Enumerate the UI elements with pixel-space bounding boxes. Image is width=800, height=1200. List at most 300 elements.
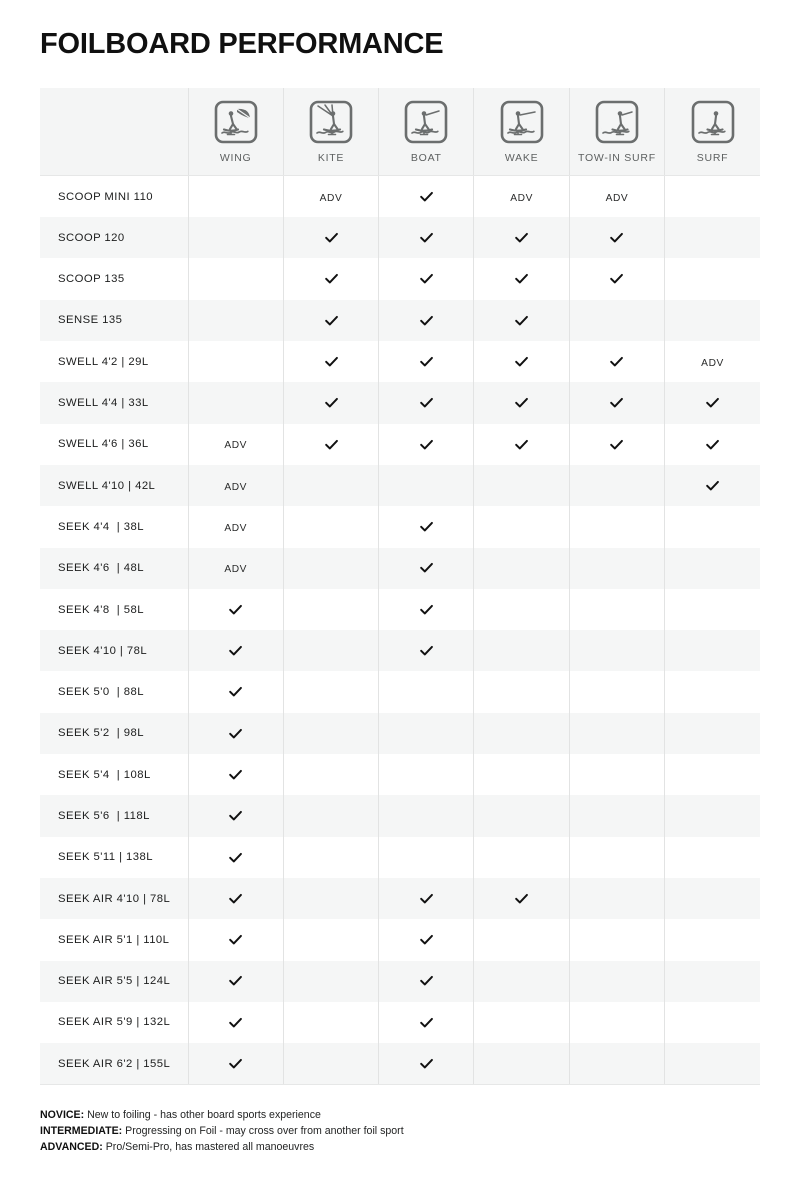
cell-boat-check [379, 548, 474, 589]
empty-cell [474, 1063, 475, 1064]
cell-wake-empty [474, 589, 569, 630]
model-name-cell: SEEK AIR 4'10 | 78L [40, 878, 188, 919]
empty-cell [284, 733, 285, 734]
cell-surf-empty [665, 1043, 760, 1084]
empty-cell [665, 526, 666, 527]
check-icon [419, 931, 434, 948]
check-icon [324, 394, 339, 411]
cell-kite-empty [283, 713, 378, 754]
cell-wing-empty [188, 382, 283, 423]
cell-kite-empty [283, 671, 378, 712]
empty-cell [189, 237, 190, 238]
empty-cell [379, 485, 380, 486]
empty-cell [284, 815, 285, 816]
table-row [40, 919, 760, 960]
check-icon [419, 890, 434, 907]
check-icon [324, 353, 339, 370]
cell-tow_in_surf-empty [569, 961, 664, 1002]
cell-tow_in_surf-empty [569, 630, 664, 671]
empty-cell [474, 692, 475, 693]
cell-wake-check [474, 382, 569, 423]
empty-cell [284, 1022, 285, 1023]
advanced-badge: ADV [224, 522, 248, 534]
cell-tow_in_surf-empty [569, 548, 664, 589]
cell-wing-empty [188, 217, 283, 258]
cell-kite-check [283, 258, 378, 299]
cell-kite-empty [283, 754, 378, 795]
cell-kite-advanced [283, 176, 378, 217]
check-icon [228, 766, 243, 783]
boat-foil-icon [403, 99, 449, 145]
cell-wing-advanced [188, 506, 283, 547]
cell-wing-check [188, 671, 283, 712]
empty-cell [284, 692, 285, 693]
cell-tow_in_surf-empty [569, 1043, 664, 1084]
empty-cell [474, 1022, 475, 1023]
cell-wake-check [474, 878, 569, 919]
cell-boat-check [379, 630, 474, 671]
table-row [40, 382, 760, 423]
cell-wake-empty [474, 630, 569, 671]
cell-kite-check [283, 382, 378, 423]
cell-surf-empty [665, 258, 760, 299]
advanced-badge: ADV [510, 192, 533, 204]
check-icon [419, 1013, 434, 1030]
cell-kite-empty [283, 465, 378, 506]
cell-wake-empty [474, 919, 569, 960]
empty-cell [570, 857, 571, 858]
check-icon [324, 311, 339, 328]
empty-cell [665, 279, 666, 280]
model-name-cell: SEEK AIR 5'5 | 124L [40, 961, 188, 1002]
cell-wing-check [188, 837, 283, 878]
advanced-badge: ADV [224, 481, 248, 493]
legend-term: ADVANCED: [40, 1141, 103, 1154]
cell-wing-check [188, 1043, 283, 1084]
cell-surf-check [665, 424, 760, 465]
model-name-cell: SEEK AIR 6'2 | 155L [40, 1043, 188, 1084]
empty-cell [665, 568, 666, 569]
cell-tow_in_surf-check [569, 258, 664, 299]
skill-level-legend [40, 1107, 760, 1156]
empty-cell [570, 320, 571, 321]
column-header-wake [474, 88, 569, 176]
cell-wake-empty [474, 837, 569, 878]
cell-boat-empty [379, 465, 474, 506]
empty-cell [665, 1022, 666, 1023]
cell-tow_in_surf-check [569, 382, 664, 423]
empty-cell [570, 692, 571, 693]
empty-cell [665, 1063, 666, 1064]
empty-cell [474, 857, 475, 858]
cell-wake-empty [474, 465, 569, 506]
empty-cell [570, 939, 571, 940]
cell-tow_in_surf-empty [569, 1002, 664, 1043]
table-row [40, 258, 760, 299]
cell-wake-empty [474, 671, 569, 712]
advanced-badge: ADV [701, 357, 724, 369]
empty-cell [379, 815, 380, 816]
empty-cell [665, 981, 666, 982]
cell-tow_in_surf-check [569, 217, 664, 258]
empty-cell [665, 774, 666, 775]
cell-wake-empty [474, 795, 569, 836]
model-name-cell: SEEK AIR 5'9 | 132L [40, 1002, 188, 1043]
table-row [40, 506, 760, 547]
check-icon [324, 229, 339, 246]
check-icon [609, 353, 624, 370]
cell-kite-empty [283, 837, 378, 878]
performance-table-wrapper [40, 88, 760, 1085]
advanced-badge: ADV [224, 440, 248, 452]
table-row [40, 341, 760, 382]
model-name-cell: SENSE 135 [40, 300, 188, 341]
empty-cell [379, 857, 380, 858]
check-icon [419, 642, 434, 659]
cell-boat-empty [379, 713, 474, 754]
column-header-tow_in_surf [569, 88, 664, 176]
check-icon [228, 642, 243, 659]
empty-cell [379, 733, 380, 734]
check-icon [419, 435, 434, 452]
check-icon [228, 848, 243, 865]
empty-cell [474, 650, 475, 651]
check-icon [514, 229, 529, 246]
cell-boat-check [379, 382, 474, 423]
check-icon [705, 435, 720, 452]
model-name-cell: SEEK 5'2 | 98L [40, 713, 188, 754]
cell-wing-check [188, 919, 283, 960]
empty-cell [284, 485, 285, 486]
cell-tow_in_surf-empty [569, 589, 664, 630]
empty-cell [570, 526, 571, 527]
cell-wing-check [188, 1002, 283, 1043]
table-body [40, 176, 760, 1085]
empty-cell [284, 526, 285, 527]
empty-cell [284, 1063, 285, 1064]
check-icon [324, 270, 339, 287]
empty-cell [665, 320, 666, 321]
column-header-wing [188, 88, 283, 176]
empty-cell [474, 939, 475, 940]
cell-boat-check [379, 506, 474, 547]
cell-wing-empty [188, 176, 283, 217]
empty-cell [665, 898, 666, 899]
check-icon [609, 229, 624, 246]
cell-surf-empty [665, 837, 760, 878]
cell-boat-empty [379, 754, 474, 795]
check-icon [419, 229, 434, 246]
cell-tow_in_surf-empty [569, 919, 664, 960]
cell-kite-empty [283, 878, 378, 919]
cell-boat-check [379, 176, 474, 217]
advanced-badge: ADV [224, 564, 248, 576]
empty-cell [570, 568, 571, 569]
cell-wake-empty [474, 548, 569, 589]
cell-surf-empty [665, 217, 760, 258]
cell-tow_in_surf-empty [569, 837, 664, 878]
column-header-surf [665, 88, 760, 176]
check-icon [228, 1055, 243, 1072]
cell-wing-check [188, 713, 283, 754]
cell-surf-empty [665, 506, 760, 547]
column-header-kite [283, 88, 378, 176]
cell-wing-check [188, 878, 283, 919]
empty-cell [665, 609, 666, 610]
check-icon [228, 972, 243, 989]
table-row [40, 465, 760, 506]
table-row [40, 1002, 760, 1043]
cell-tow_in_surf-empty [569, 754, 664, 795]
cell-wing-check [188, 961, 283, 1002]
cell-kite-empty [283, 506, 378, 547]
table-row [40, 837, 760, 878]
check-icon [514, 311, 529, 328]
header-row [40, 88, 760, 176]
cell-kite-empty [283, 961, 378, 1002]
cell-surf-advanced [665, 341, 760, 382]
legend-item [40, 1107, 760, 1123]
empty-cell [474, 485, 475, 486]
cell-kite-check [283, 341, 378, 382]
check-icon [419, 270, 434, 287]
cell-wing-empty [188, 300, 283, 341]
empty-cell [570, 1063, 571, 1064]
cell-kite-empty [283, 795, 378, 836]
empty-cell [570, 650, 571, 651]
check-icon [228, 683, 243, 700]
empty-cell [570, 774, 571, 775]
empty-cell [474, 526, 475, 527]
check-icon [609, 270, 624, 287]
cell-kite-empty [283, 1002, 378, 1043]
check-icon [705, 394, 720, 411]
cell-kite-empty [283, 1043, 378, 1084]
empty-cell [284, 568, 285, 569]
check-icon [228, 601, 243, 618]
empty-cell [284, 774, 285, 775]
cell-wake-empty [474, 506, 569, 547]
cell-surf-empty [665, 300, 760, 341]
cell-tow_in_surf-empty [569, 465, 664, 506]
cell-surf-empty [665, 1002, 760, 1043]
cell-kite-check [283, 424, 378, 465]
table-header [40, 88, 760, 176]
empty-cell [474, 609, 475, 610]
check-icon [228, 807, 243, 824]
cell-surf-empty [665, 919, 760, 960]
check-icon [419, 518, 434, 535]
empty-cell [570, 1022, 571, 1023]
cell-kite-empty [283, 589, 378, 630]
cell-tow_in_surf-advanced [569, 176, 664, 217]
table-row [40, 878, 760, 919]
model-name-cell: SWELL 4'10 | 42L [40, 465, 188, 506]
empty-cell [474, 774, 475, 775]
cell-boat-check [379, 1002, 474, 1043]
check-icon [609, 394, 624, 411]
cell-boat-check [379, 878, 474, 919]
empty-cell [474, 733, 475, 734]
wing-foil-icon [213, 99, 259, 145]
cell-wake-check [474, 424, 569, 465]
legend-term: INTERMEDIATE: [40, 1125, 123, 1138]
legend-term: NOVICE: [40, 1108, 85, 1121]
cell-tow_in_surf-empty [569, 713, 664, 754]
cell-boat-check [379, 341, 474, 382]
model-name-cell: SEEK 5'0 | 88L [40, 671, 188, 712]
check-icon [514, 890, 529, 907]
empty-cell [665, 939, 666, 940]
model-name-cell: SWELL 4'2 | 29L [40, 341, 188, 382]
cell-wake-check [474, 341, 569, 382]
empty-cell [665, 857, 666, 858]
table-row [40, 961, 760, 1002]
table-row [40, 1043, 760, 1084]
tow-in-surf-icon [594, 99, 640, 145]
empty-cell [570, 898, 571, 899]
model-name-cell: SCOOP MINI 110 [40, 176, 188, 217]
check-icon [419, 972, 434, 989]
advanced-badge: ADV [605, 192, 629, 204]
cell-tow_in_surf-check [569, 424, 664, 465]
model-name-cell: SEEK 5'6 | 118L [40, 795, 188, 836]
cell-wake-empty [474, 754, 569, 795]
cell-surf-empty [665, 795, 760, 836]
empty-cell [189, 196, 190, 197]
cell-surf-check [665, 382, 760, 423]
cell-kite-empty [283, 919, 378, 960]
model-name-cell: SEEK 4'4 | 38L [40, 506, 188, 547]
cell-tow_in_surf-empty [569, 795, 664, 836]
empty-cell [474, 981, 475, 982]
column-header-label: TOW-IN SURF [578, 152, 656, 165]
cell-boat-empty [379, 795, 474, 836]
legend-item [40, 1123, 760, 1139]
column-header-boat [379, 88, 474, 176]
cell-tow_in_surf-empty [569, 506, 664, 547]
cell-wake-empty [474, 713, 569, 754]
cell-boat-check [379, 1043, 474, 1084]
cell-tow_in_surf-check [569, 341, 664, 382]
empty-cell [189, 403, 190, 404]
column-header-label: SURF [696, 152, 729, 165]
table-row [40, 795, 760, 836]
check-icon [419, 394, 434, 411]
cell-boat-empty [379, 837, 474, 878]
model-name-cell: SWELL 4'6 | 36L [40, 424, 188, 465]
check-icon [705, 477, 720, 494]
cell-surf-empty [665, 878, 760, 919]
cell-surf-empty [665, 754, 760, 795]
cell-wing-check [188, 589, 283, 630]
cell-wake-check [474, 217, 569, 258]
check-icon [228, 890, 243, 907]
cell-wake-check [474, 300, 569, 341]
check-icon [324, 435, 339, 452]
check-icon [514, 435, 529, 452]
legend-description: Progressing on Foil - may cross over from another foil sport [125, 1125, 404, 1138]
empty-cell [284, 898, 285, 899]
empty-cell [284, 939, 285, 940]
empty-cell [570, 981, 571, 982]
cell-wake-advanced [474, 176, 569, 217]
cell-boat-check [379, 300, 474, 341]
empty-cell [570, 485, 571, 486]
cell-surf-empty [665, 671, 760, 712]
table-row [40, 671, 760, 712]
foilboard-performance-table [40, 88, 760, 1085]
empty-cell [284, 650, 285, 651]
check-icon [609, 435, 624, 452]
cell-boat-check [379, 258, 474, 299]
cell-tow_in_surf-empty [569, 878, 664, 919]
column-header-label: BOAT [410, 152, 442, 165]
table-row [40, 630, 760, 671]
model-column-header [40, 88, 188, 176]
column-header-label: WING [219, 152, 252, 165]
cell-kite-check [283, 217, 378, 258]
cell-boat-check [379, 589, 474, 630]
column-header-label: WAKE [504, 152, 539, 165]
cell-kite-empty [283, 630, 378, 671]
cell-wing-empty [188, 258, 283, 299]
empty-cell [665, 196, 666, 197]
model-name-cell: SCOOP 120 [40, 217, 188, 258]
empty-cell [665, 815, 666, 816]
table-row [40, 424, 760, 465]
empty-cell [284, 857, 285, 858]
empty-cell [189, 279, 190, 280]
check-icon [419, 311, 434, 328]
cell-kite-empty [283, 548, 378, 589]
check-icon [514, 353, 529, 370]
empty-cell [570, 733, 571, 734]
cell-surf-empty [665, 589, 760, 630]
model-name-cell: SEEK 5'4 | 108L [40, 754, 188, 795]
cell-boat-check [379, 424, 474, 465]
model-name-cell: SWELL 4'4 | 33L [40, 382, 188, 423]
table-row [40, 548, 760, 589]
cell-wake-empty [474, 1002, 569, 1043]
check-icon [419, 353, 434, 370]
check-icon [419, 188, 434, 205]
model-name-cell: SEEK 4'10 | 78L [40, 630, 188, 671]
kite-foil-icon [308, 99, 354, 145]
cell-surf-empty [665, 713, 760, 754]
model-name-cell: SCOOP 135 [40, 258, 188, 299]
advanced-badge: ADV [319, 192, 343, 204]
cell-surf-empty [665, 176, 760, 217]
empty-cell [379, 692, 380, 693]
model-name-cell: SEEK AIR 5'1 | 110L [40, 919, 188, 960]
cell-surf-check [665, 465, 760, 506]
empty-cell [665, 650, 666, 651]
empty-cell [570, 609, 571, 610]
column-header-label: KITE [317, 152, 345, 165]
cell-wing-advanced [188, 465, 283, 506]
table-row [40, 300, 760, 341]
check-icon [228, 1013, 243, 1030]
cell-wing-advanced [188, 424, 283, 465]
cell-tow_in_surf-empty [569, 300, 664, 341]
empty-cell [474, 815, 475, 816]
cell-boat-empty [379, 671, 474, 712]
cell-wing-advanced [188, 548, 283, 589]
table-row [40, 589, 760, 630]
table-row [40, 217, 760, 258]
cell-kite-check [283, 300, 378, 341]
